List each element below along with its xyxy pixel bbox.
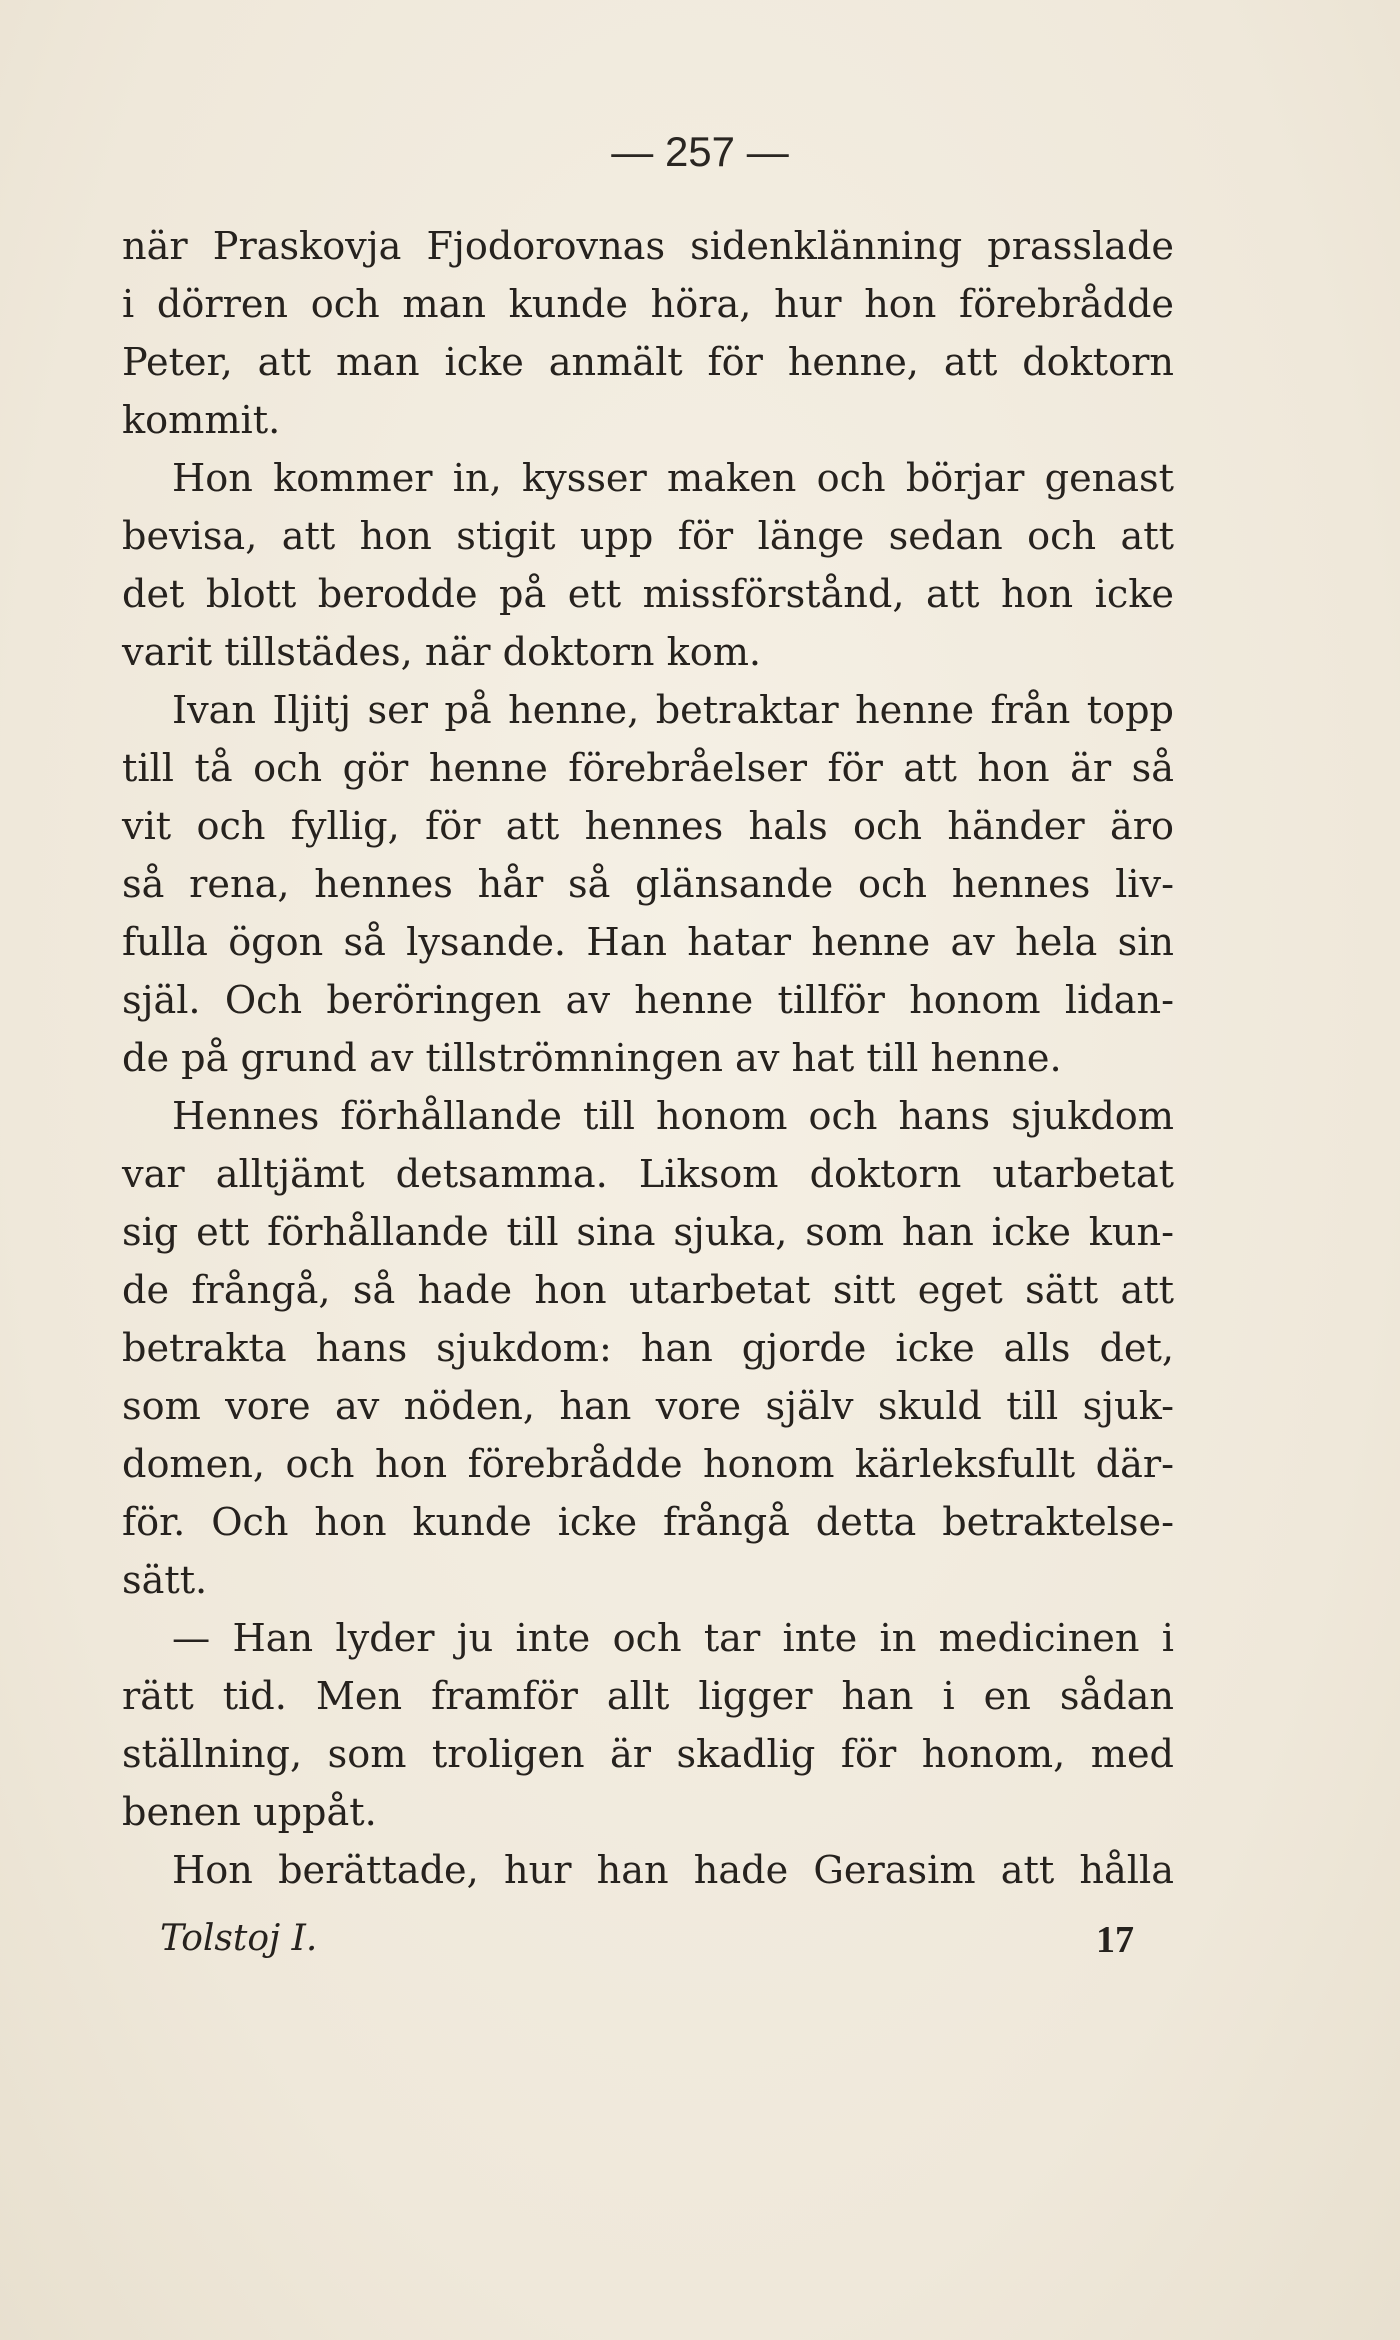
text-line: betrakta hans sjukdom: han gjorde icke alls det, (122, 1327, 1174, 1371)
text-line: för. Och hon kunde icke frångå detta betraktelse- (122, 1501, 1174, 1545)
text-line: när Praskovja Fjodorovnas sidenklänning prasslade (122, 225, 1174, 269)
text-line: varit tillstädes, när doktorn kom. (122, 631, 762, 675)
text-line: de på grund av tillströmningen av hat till henne. (122, 1037, 1062, 1081)
text-line: Hon berättade, hur han hade Gerasim att hålla (172, 1849, 1174, 1893)
text-line: Hennes förhållande till honom och hans sjukdom (172, 1095, 1174, 1139)
text-line: bevisa, att hon stigit upp för länge sedan och att (122, 515, 1174, 559)
text-line: sig ett förhållande till sina sjuka, som han icke kun- (122, 1211, 1174, 1255)
text-line: Peter, att man icke anmält för henne, att doktorn (122, 341, 1174, 385)
text-line: benen uppåt. (122, 1791, 377, 1835)
text-line: de frångå, så hade hon utarbetat sitt eget sätt att (122, 1269, 1174, 1313)
text-line: själ. Och beröringen av henne tillför honom lidan- (122, 979, 1174, 1023)
text-line: sätt. (122, 1559, 208, 1603)
text-line: fulla ögon så lysande. Han hatar henne av hela sin (122, 921, 1174, 965)
text-line: i dörren och man kunde höra, hur hon förebrådde (122, 283, 1174, 327)
signature-mark: Tolstoj I. (160, 1918, 318, 1959)
text-line: vit och fyllig, för att hennes hals och händer äro (122, 805, 1174, 849)
text-line: var alltjämt detsamma. Liksom doktorn utarbetat (122, 1153, 1174, 1197)
paragraph-3 (122, 682, 1174, 1088)
page-number: — 257 — (611, 128, 789, 175)
text-line: så rena, hennes hår så glänsande och hennes liv- (122, 863, 1174, 907)
text-line: det blott berodde på ett missförstånd, att hon icke (122, 573, 1174, 617)
text-line: ställning, som troligen är skadlig för honom, med (122, 1733, 1174, 1777)
text-line: till tå och gör henne förebråelser för att hon är så (122, 747, 1174, 791)
sheet-number: 17 (1096, 1919, 1134, 1961)
paragraph-2 (122, 450, 1174, 682)
paragraph-1 (122, 218, 1174, 450)
text-line: rätt tid. Men framför allt ligger han i en sådan (122, 1675, 1174, 1719)
paragraph-5 (122, 1610, 1174, 1842)
text-line: — Han lyder ju inte och tar inte in medicinen i (172, 1617, 1174, 1661)
text-line: Ivan Iljitj ser på henne, betraktar henne från topp (172, 689, 1174, 733)
text-line: Hon kommer in, kysser maken och börjar genast (172, 457, 1174, 501)
paragraph-6 (122, 1842, 1174, 1900)
text-line: kommit. (122, 399, 281, 443)
text-line: domen, och hon förebrådde honom kärleksfullt där- (122, 1443, 1174, 1487)
body-text (122, 218, 1174, 1900)
paragraph-4 (122, 1088, 1174, 1610)
text-line: som vore av nöden, han vore själv skuld till sjuk- (122, 1385, 1174, 1429)
